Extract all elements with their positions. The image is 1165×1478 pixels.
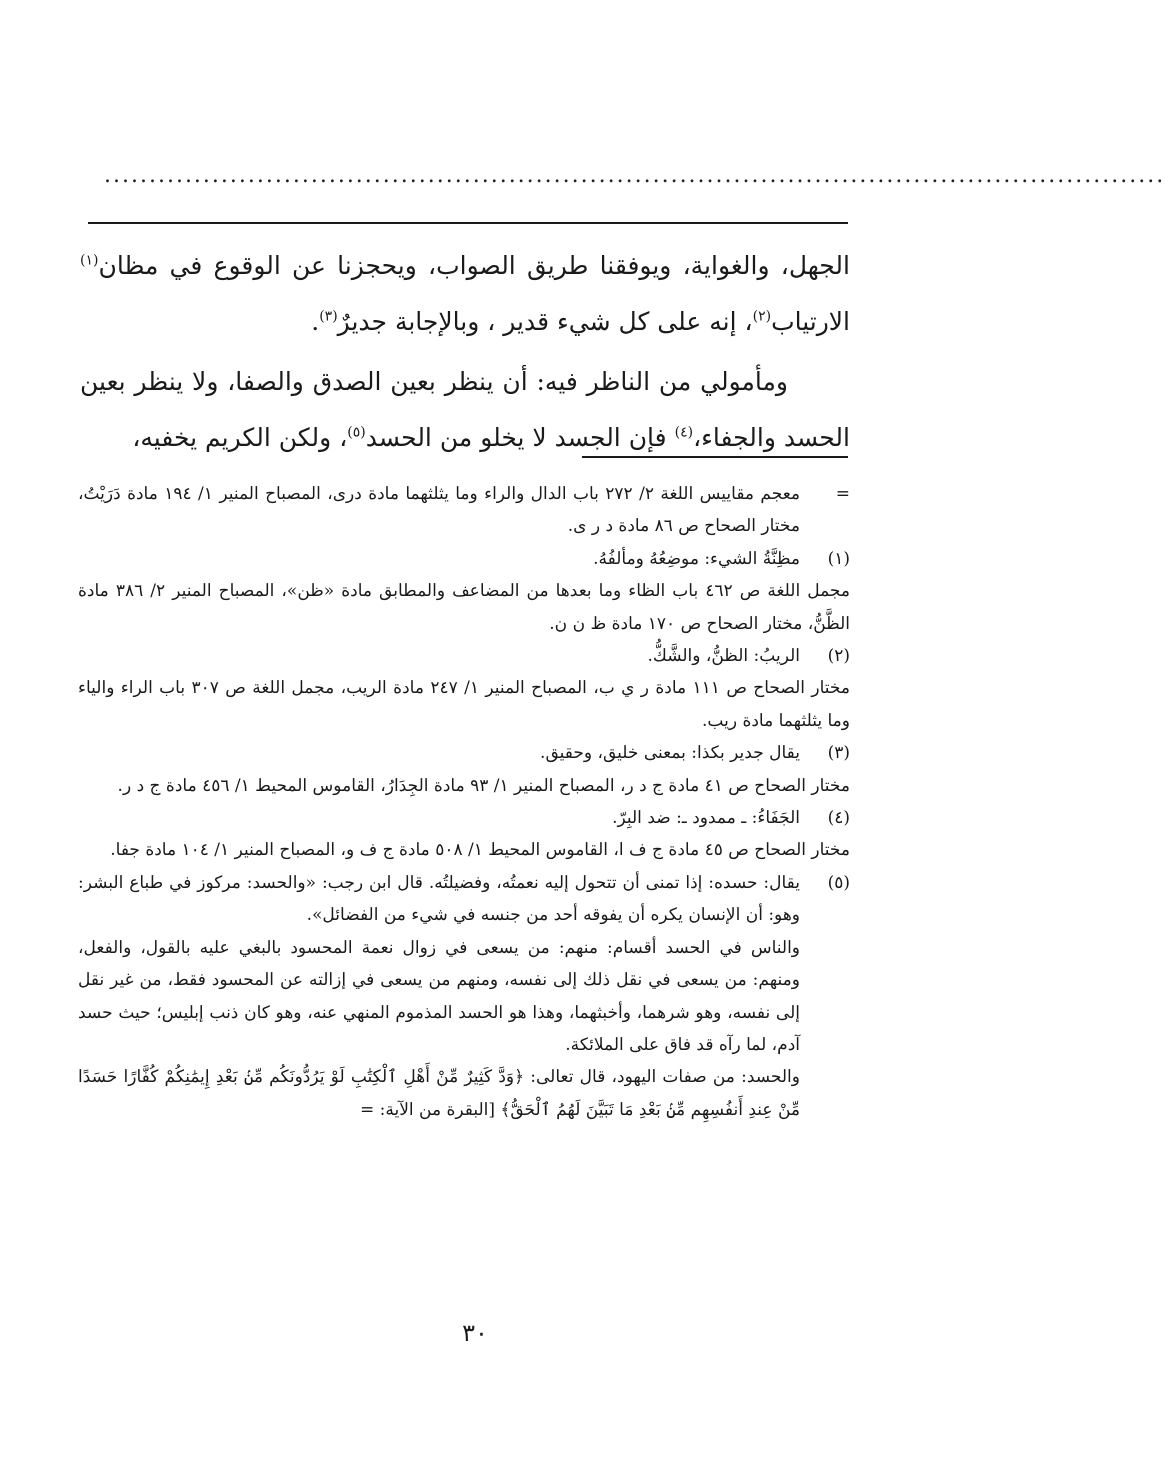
footnote-text: الريبُ: الظنُّ، والشَّكُّ. — [647, 646, 800, 667]
main-text-segment: الارتياب — [771, 307, 850, 336]
footnote-3 — [78, 737, 850, 802]
footnote-continuation — [78, 478, 850, 543]
header-rule — [88, 222, 848, 224]
footnote-text: والحسد: من صفات اليهود، قال تعالى: ﴿وَدَّ كَثِيرٌ مِّنْ أَهْلِ ٱلْكِتَٰبِ لَوْ يَرُدُّونَكُم مِّنۢ بَعْدِ إِيمَٰنِكُمْ كُفَّارًا حَسَدًا مِّنْ عِندِ أَنفُسِهِم مِّنۢ بَعْدِ مَا تَبَيَّنَ لَهُمُ ٱلْحَقُّ﴾ [البقرة من الآية: = — [78, 1067, 800, 1120]
main-text-segment: فإن الجسد لا يخلو من الحسد — [365, 423, 667, 452]
footnote-source: مجمل اللغة ص ٤٦٢ باب الظاء وما بعدها من المضاعف والمطابق مادة «ظن»، المصباح المنير ٢/ ٣٨٦ مادة الظَّنُّ، مختار الصحاح ص ١٧٠ مادة ظ ن ن. — [78, 581, 851, 634]
footnote-number: (٤) — [827, 808, 850, 829]
footnote-1 — [78, 543, 850, 640]
main-text-segment: . — [311, 307, 320, 336]
footnote-ref-2[interactable]: (٢) — [752, 308, 772, 325]
main-text-segment: الجهل، والغواية، ويوفقنا طريق الصواب، ويحجزنا عن الوقوع في مظان — [98, 251, 850, 280]
footnote-text: مظِنَّةُ الشيء: موضِعُهُ ومألفُهُ. — [593, 548, 800, 569]
footnote-number: (٣) — [827, 743, 850, 764]
main-text-segment: ومأمولي من الناظر فيه: أن ينظر بعين الصدق والصفا، ولا ينظر بعين الحسد والجفاء، — [80, 367, 850, 452]
footnote-number: = — [835, 484, 850, 504]
page-number: ٣٠ — [462, 1319, 488, 1347]
footnote-ref-4[interactable]: (٤) — [674, 424, 694, 441]
footnotes-rule — [582, 456, 848, 458]
footnote-5 — [78, 867, 850, 1126]
footnote-number: (١) — [827, 548, 850, 569]
footnote-ref-1[interactable]: (١) — [80, 252, 99, 269]
main-text — [80, 238, 850, 466]
footnote-text: والناس في الحسد أقسام: منهم: من يسعى في زوال نعمة المحسود بالبغي عليه بالقول، والفعل، ومنهم: من يسعى في نقل ذلك إلى نفسه، ومنهم من يسعى في إزالته عن المحسود فقط، من غير نقل إلى نفسه، وهو شرهما، وأخبثهما، وهذا هو الحسد المذموم المنهي عنه، وهو كان ذنب إبليس؛ حيث حسد آدم، لما رآه قد فاق على الملائكة. — [78, 937, 800, 1055]
footnote-ref-3[interactable]: (٣) — [319, 308, 338, 325]
footnote-text: يقال: حسده: إذا تمنى أن تتحول إليه نعمتُه، وفضيلتُه. قال ابن رجب: «والحسد: مركوز في طباع البشر: وهو: أن الإنسان يكره أن يفوقه أحد من جنسه في شيء من الفضائل». — [78, 872, 800, 926]
footnote-source: مختار الصحاح ص ٤١ مادة ج د ر، المصباح المنير ١/ ٩٣ مادة الجِدَارُ، القاموس المحيط ١/ ٤٥٦ مادة ج د ر. — [117, 775, 850, 796]
footnote-source: مختار الصحاح ص ١١١ مادة ر ي ب، المصباح المنير ١/ ٢٤٧ مادة الريب، مجمل اللغة ص ٣٠٧ باب الراء والياء وما يثلثهما مادة ريب. — [78, 678, 850, 731]
footnote-2 — [78, 640, 850, 737]
main-text-segment: ، ولكن الكريم يخفيه، — [132, 423, 348, 452]
main-paragraph-2 — [80, 354, 850, 466]
footnote-ref-5[interactable]: (٥) — [347, 424, 366, 441]
footnote-text: معجم مقاييس اللغة ٢/ ٢٧٢ باب الدال والراء وما يثلثهما مادة درى، المصباح المنير ١/ ١٩٤ مادة دَرَيْتُ، مختار الصحاح ص ٨٦ مادة د ر ى. — [78, 484, 801, 537]
footnote-text: الجَفَاءُ: ـ ممدود ـ: ضد البِرّ. — [612, 808, 800, 829]
dotted-separator: ...................................................................................................................... — [104, 163, 1165, 188]
footnote-4 — [78, 802, 850, 867]
footnote-number: (٢) — [827, 646, 850, 667]
footnote-source: مختار الصحاح ص ٤٥ مادة ج ف ا، القاموس المحيط ١/ ٥٠٨ مادة ج ف و، المصباح المنير ١/ ١٠٤ مادة جفا. — [110, 840, 850, 861]
main-paragraph-1 — [80, 238, 850, 350]
footnote-text: يقال جدير بكذا: بمعنى خليق، وحقيق. — [540, 743, 800, 764]
footnote-number: (٥) — [827, 872, 850, 893]
main-text-segment: ، إنه على كل شيء قدير ، وبالإجابة جديرٌ — [337, 307, 753, 336]
footnotes — [78, 478, 850, 1126]
